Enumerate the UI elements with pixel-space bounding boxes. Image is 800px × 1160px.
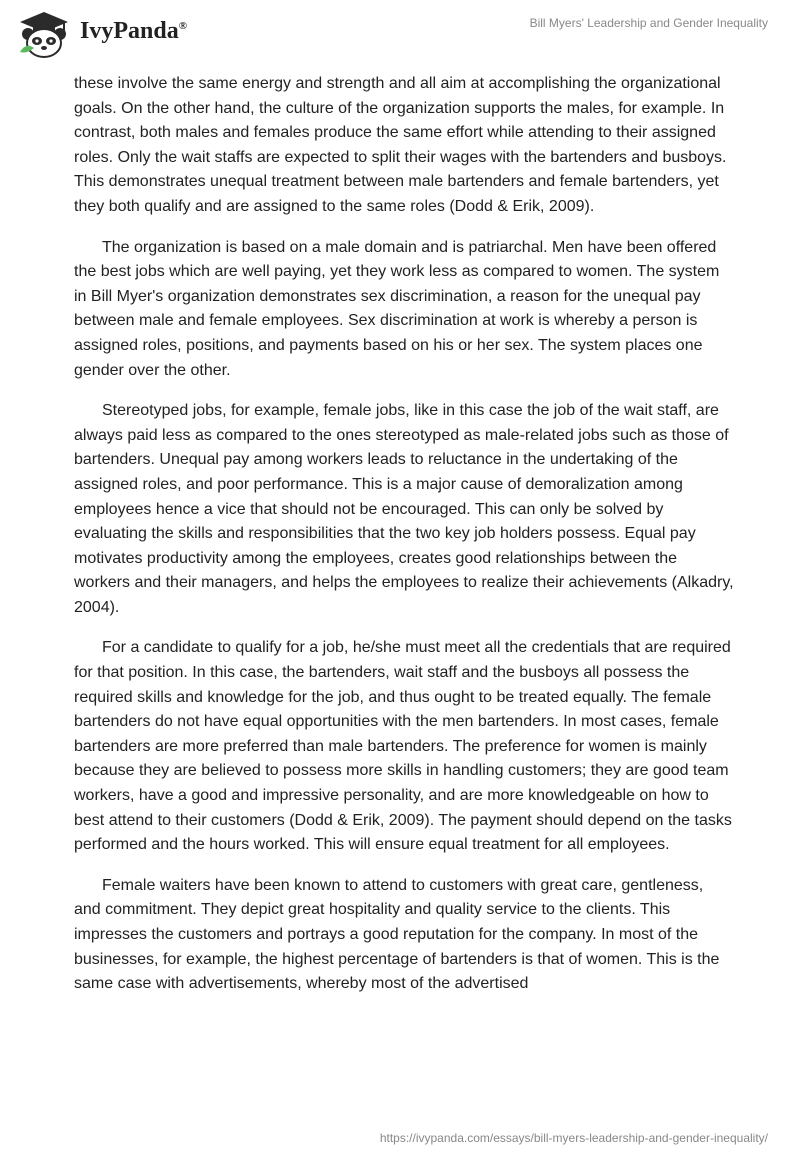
- paragraph: The organization is based on a male domain and is patriarchal. Men have been offered the best jobs which are well paying, yet they work less as compared to women. The system in Bill Myer's organization demonstrates sex discrimination, a reason for the unequal pay between male and female employees. Sex discrimination at work is whereby a person is assigned roles, positions, and payments based on his or her sex. The system places one gender over the other.: [74, 238, 720, 379]
- brand-name[interactable]: IvyPanda®: [80, 18, 187, 44]
- source-url[interactable]: https://ivypanda.com/essays/bill-myers-leadership-and-gender-inequality/: [379, 1131, 768, 1145]
- essay-body: [74, 72, 734, 1013]
- document-title: Bill Myers' Leadership and Gender Inequality: [529, 16, 768, 30]
- paragraph: For a candidate to qualify for a job, he/she must meet all the credentials that are required for that position. In this case, the bartenders, wait staff and the busboys all possess the required skills and knowledge for the job, and thus ought to be treated equally. The female bartenders do not have equal opportunities with the men bartenders. In most cases, female bartenders are more preferred than male bartenders. The preference for women is mainly because they are believed to possess more skills in handling customers; they are good team workers, have a good and impressive personality, and are more knowledgeable on how to best attend to their customers (Dodd & Erik, 2009). The payment should depend on the tasks performed and the hours worked. This will ensure equal treatment for all employees.: [74, 639, 732, 854]
- paragraph: Stereotyped jobs, for example, female jobs, like in this case the job of the wait staff, are always paid less as compared to the ones stereotyped as male-related jobs such as those of bartenders. Unequal pay among workers leads to reluctance in the undertaking of the assigned roles, and poor performance. This is a major cause of demoralization among employees hence a vice that should not be encouraged. This can only be solved by evaluating the skills and responsibilities that the two key job holders possess. Equal pay motivates productivity among the employees, creates good relationships between the workers and their managers, and helps the employees to realize their achievements (Alkadry, 2004).: [74, 402, 734, 616]
- paragraph: these involve the same energy and strength and all aim at accomplishing the organizational goals. On the other hand, the culture of the organization supports the males, for example. In contrast, both males and females produce the same effort while attending to their assigned roles. Only the wait staffs are expected to split their wages with the bartenders and busboys. This demonstrates unequal treatment between male bartenders and female bartenders, yet they both qualify and are assigned to the same roles (Dodd & Erik, 2009).: [74, 75, 727, 215]
- ivypanda-logo-icon[interactable]: [14, 8, 74, 60]
- page-header: [0, 0, 800, 70]
- paragraph: Female waiters have been known to attend to customers with great care, gentleness, and commitment. They depict great hospitality and quality service to the clients. This impresses the customers and portrays a good reputation for the company. In most of the businesses, for example, the highest percentage of bartenders is that of women. This is the same case with advertisements, whereby most of the advertised: [74, 876, 720, 993]
